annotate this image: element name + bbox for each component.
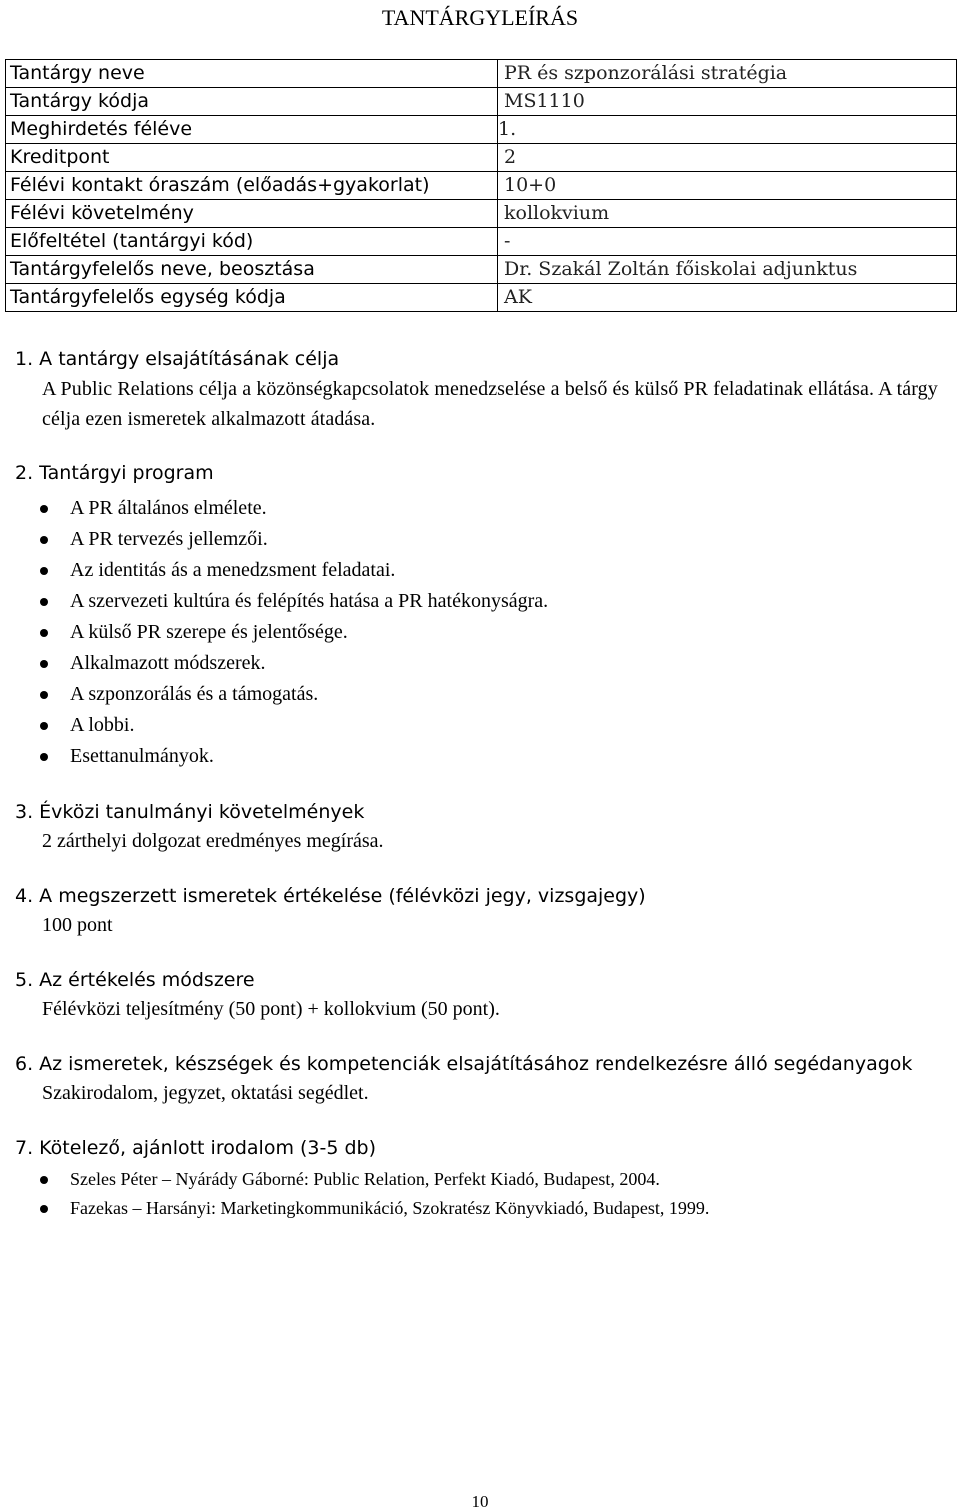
bullet-icon (40, 1176, 48, 1184)
bullet-icon (40, 1205, 48, 1213)
list-item (0, 651, 548, 682)
table-row (6, 116, 957, 144)
row-label: Tantárgyfelelős egység kódja (6, 284, 498, 312)
bullet-icon (40, 536, 48, 544)
bullet-icon (40, 722, 48, 730)
bullet-icon (40, 660, 48, 668)
row-label: Félévi kontakt óraszám (előadás+gyakorlat) (6, 172, 498, 200)
list-item-text: A külső PR szerepe és jelentősége. (70, 621, 348, 643)
page-number: 10 (471, 1492, 489, 1511)
list-item (0, 1197, 709, 1226)
table-row (6, 60, 957, 88)
list-item (0, 682, 548, 713)
list-item-text: Fazekas – Harsányi: Marketingkommunikáció, Szokratész Könyvkiadó, Budapest, 1999. (70, 1198, 710, 1218)
row-value: AK (498, 284, 957, 312)
list-item-text: Szeles Péter – Nyárády Gáborné: Public Relation, Perfekt Kiadó, Budapest, 2004. (70, 1169, 660, 1189)
list-item-text: Alkalmazott módszerek. (70, 652, 266, 674)
table-row (6, 256, 957, 284)
table-row (6, 200, 957, 228)
table-row (6, 144, 957, 172)
row-label: Kreditpont (6, 144, 498, 172)
literature-list (0, 1168, 709, 1226)
section-4-text: 100 pont (42, 914, 113, 936)
list-item-text: Esettanulmányok. (70, 745, 214, 767)
section-1-text: A Public Relations célja a közönségkapcsolatok menedzselése a belső és külső PR feladatinak ellátása. A tárgy célja ezen ismeretek alkalmazott átadása. (42, 378, 938, 430)
row-value: 2 (498, 144, 957, 172)
row-label: Tantárgyfelelős neve, beosztása (6, 256, 498, 284)
bullet-icon (40, 505, 48, 513)
table-row (6, 172, 957, 200)
row-label: Előfeltétel (tantárgyi kód) (6, 228, 498, 256)
row-value: 10+0 (498, 172, 957, 200)
list-item (0, 620, 548, 651)
table-row (6, 284, 957, 312)
list-item (0, 527, 548, 558)
section-3-heading: 3. Évközi tanulmányi követelmények (15, 801, 365, 823)
row-label: Tantárgy kódja (6, 88, 498, 116)
list-item (0, 713, 548, 744)
bullet-icon (40, 567, 48, 575)
list-item-text: Az identitás ás a menedzsment feladatai. (70, 559, 396, 581)
row-label: Tantárgy neve (6, 60, 498, 88)
row-value: kollokvium (498, 200, 957, 228)
table-row (6, 228, 957, 256)
row-label: Meghirdetés féléve (6, 116, 498, 144)
section-1-heading: 1. A tantárgy elsajátításának célja (15, 348, 340, 370)
program-list (0, 496, 548, 775)
bullet-icon (40, 691, 48, 699)
section-3-text: 2 zárthelyi dolgozat eredményes megírása. (42, 830, 384, 852)
row-value: - (498, 228, 957, 256)
list-item-text: A PR általános elmélete. (70, 497, 267, 519)
list-item-text: A lobbi. (70, 714, 135, 736)
list-item (0, 589, 548, 620)
subject-info-table (5, 59, 957, 312)
section-5-heading: 5. Az értékelés módszere (15, 969, 255, 991)
section-7-heading: 7. Kötelező, ajánlott irodalom (3-5 db) (15, 1137, 377, 1159)
list-item-text: A PR tervezés jellemzői. (70, 528, 268, 550)
bullet-icon (40, 629, 48, 637)
row-value: MS1110 (498, 88, 957, 116)
row-label: Félévi követelmény (6, 200, 498, 228)
bullet-icon (40, 598, 48, 606)
list-item-text: A szponzorálás és a támogatás. (70, 683, 319, 705)
list-item (0, 744, 548, 775)
section-6-heading: 6. Az ismeretek, készségek és kompetenciák elsajátításához rendelkezésre álló segédanyagok (15, 1053, 913, 1075)
list-item (0, 1168, 709, 1197)
section-4-heading: 4. A megszerzett ismeretek értékelése (félévközi jegy, vizsgajegy) (15, 885, 646, 907)
section-6-text: Szakirodalom, jegyzet, oktatási segédlet. (42, 1082, 369, 1104)
row-value: 1. (498, 116, 957, 144)
list-item (0, 558, 548, 589)
table-row (6, 88, 957, 116)
row-value: PR és szponzorálási stratégia (498, 60, 957, 88)
document-title: TANTÁRGYLEÍRÁS (381, 5, 579, 30)
list-item (0, 496, 548, 527)
bullet-icon (40, 753, 48, 761)
section-5-text: Félévközi teljesítmény (50 pont) + kollokvium (50 pont). (42, 998, 500, 1020)
row-value: Dr. Szakál Zoltán főiskolai adjunktus (498, 256, 957, 284)
section-2-heading: 2. Tantárgyi program (15, 462, 214, 484)
list-item-text: A szervezeti kultúra és felépítés hatása a PR hatékonyságra. (70, 590, 549, 612)
